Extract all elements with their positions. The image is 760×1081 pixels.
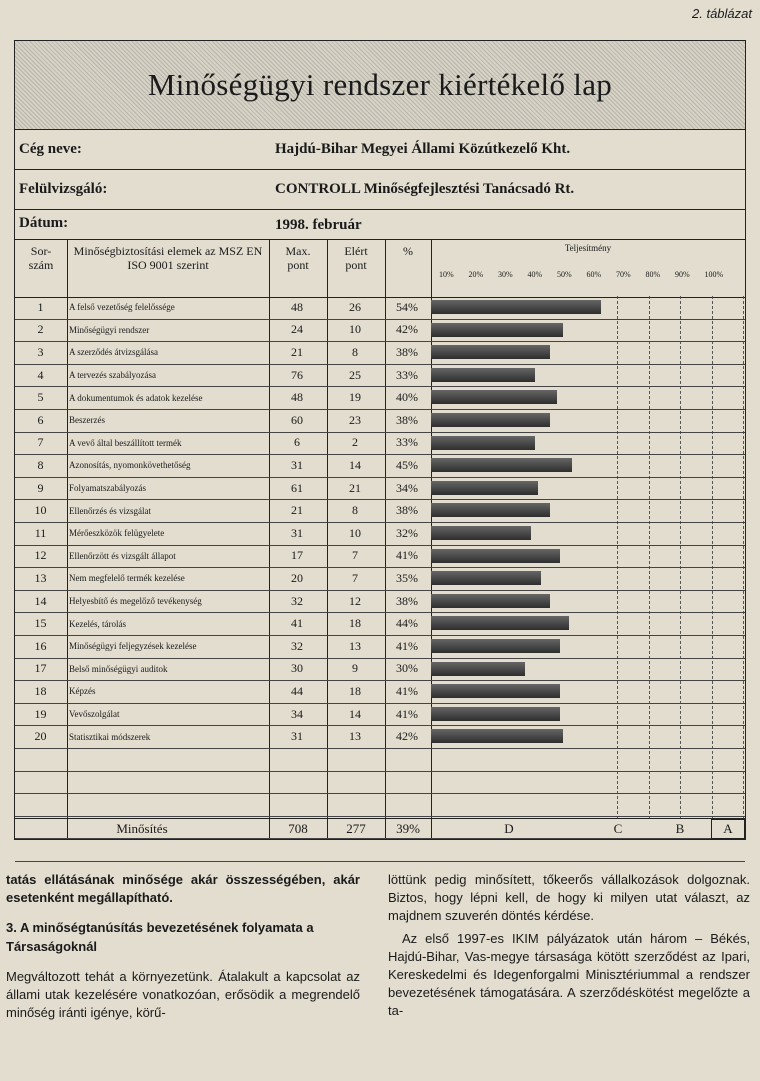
cell-no: 10 <box>34 503 47 518</box>
cell-no: 18 <box>34 683 47 698</box>
grade-c: C <box>613 821 623 836</box>
cell-max: 48 <box>291 390 303 405</box>
cell-no: 16 <box>34 638 47 653</box>
cell-no <box>15 771 66 794</box>
cell-name <box>67 748 269 771</box>
table-row <box>15 567 745 591</box>
cell-name: Nem megfelelő termék kezelése <box>69 573 185 584</box>
table-header <box>15 239 745 298</box>
performance-bar <box>431 571 541 585</box>
cell-max: 44 <box>291 683 303 698</box>
table-row <box>15 499 745 523</box>
scale-label: 10% <box>439 270 454 279</box>
cell-pct: 38% <box>396 593 418 608</box>
cell-pct: 41% <box>396 548 418 563</box>
table-row <box>15 432 745 456</box>
performance-bar <box>431 729 563 743</box>
scale-label: 60% <box>586 270 602 279</box>
cell-name <box>67 771 269 794</box>
cell-name: Mérőeszközök felügyelete <box>69 528 165 539</box>
cell-name <box>67 838 269 861</box>
scale-label: 50% <box>557 270 572 279</box>
header-got: Elért pont <box>344 244 368 272</box>
right-paragraph-1: löttünk pedig minősített, tőkeerős vállalkozások dolgoznak. Biztos, hogy lépni kell, de hogy ki milyen utat választ, az majdnem szuverén döntés kérdése. <box>388 872 750 924</box>
cell-pct <box>385 793 429 816</box>
cell-pct: 38% <box>396 503 418 518</box>
cell-no <box>15 838 66 861</box>
sheet-title: Minőségügyi rendszer kiértékelő lap <box>147 67 613 102</box>
scale-label: 40% <box>527 270 543 279</box>
cell-pct <box>385 748 429 771</box>
cell-max <box>269 748 325 771</box>
cell-no: 20 <box>34 729 47 744</box>
cell-name: Belső minőségügyi auditok <box>69 663 168 674</box>
cell-name <box>67 793 269 816</box>
cell-pct <box>385 838 429 861</box>
performance-bar <box>431 616 569 630</box>
cell-max: 61 <box>291 480 303 495</box>
cell-no: 5 <box>37 390 44 405</box>
cell-max: 41 <box>291 616 303 631</box>
cell-no: 13 <box>34 570 47 585</box>
cell-no: 11 <box>34 525 47 540</box>
cell-pct: 41% <box>396 683 418 698</box>
cell-max: 21 <box>291 503 303 518</box>
cell-got: 2 <box>352 435 358 450</box>
table-row <box>15 748 745 772</box>
table-row <box>15 658 745 682</box>
auditor-row <box>15 169 745 210</box>
cell-pct: 44% <box>396 616 418 631</box>
cell-got: 12 <box>349 593 361 608</box>
performance-bar <box>431 300 601 314</box>
cell-max: 30 <box>291 661 303 676</box>
rating-max: 708 <box>288 821 308 836</box>
cell-pct: 40% <box>396 390 418 405</box>
cell-max: 6 <box>294 435 300 450</box>
cell-pct: 38% <box>396 344 418 359</box>
cell-max: 34 <box>291 706 303 721</box>
cell-max: 24 <box>291 322 303 337</box>
cell-no: 7 <box>37 435 44 450</box>
cell-max: 32 <box>291 638 303 653</box>
date-row <box>15 209 745 239</box>
table-row <box>15 341 745 365</box>
cell-max: 17 <box>291 548 303 563</box>
performance-bar <box>431 707 560 721</box>
cell-max: 60 <box>291 412 303 427</box>
cell-name: A tervezés szabályozása <box>69 370 156 381</box>
performance-bar <box>431 662 525 676</box>
performance-scale <box>431 270 745 284</box>
scale-label: 100% <box>704 270 724 279</box>
cell-name: A vevő által beszállított termék <box>69 437 182 448</box>
performance-bar <box>431 368 535 382</box>
performance-bar <box>431 481 538 495</box>
cell-name: A szerződés átvizsgálása <box>69 347 158 358</box>
cell-got: 9 <box>352 661 358 676</box>
performance-bar <box>431 526 531 540</box>
cell-pct: 32% <box>396 525 418 540</box>
cell-got: 14 <box>349 457 361 472</box>
cell-name: Ellenőrzés és vizsgálat <box>69 505 151 516</box>
cell-max: 31 <box>291 525 303 540</box>
cell-no: 8 <box>37 457 44 472</box>
table-row <box>15 725 745 749</box>
performance-bar <box>431 684 560 698</box>
performance-bar <box>431 594 550 608</box>
cell-no: 17 <box>34 661 47 676</box>
left-paragraph-2: Megváltozott tehát a környezetünk. Átalakult a kapcsolat az állami utak kezelésére vonatkozóan, erősödik a megrendelő minőség iránti igénye, körű- <box>6 968 360 1021</box>
cell-pct: 33% <box>396 435 418 450</box>
cell-no: 3 <box>37 344 44 359</box>
performance-bar <box>431 345 550 359</box>
table-row <box>15 386 745 410</box>
cell-pct: 35% <box>396 570 418 585</box>
cell-pct <box>385 771 429 794</box>
left-paragraph-1: tatás ellátásának minősége akár összességében, akár esetenként megállapítható. <box>6 872 360 906</box>
cell-no: 6 <box>37 412 44 427</box>
company-row <box>15 129 745 170</box>
performance-bar <box>431 549 560 563</box>
cell-name: Képzés <box>69 686 96 697</box>
cell-pct: 45% <box>396 457 418 472</box>
table-row <box>15 319 745 343</box>
cell-no: 1 <box>37 299 44 314</box>
cell-name: A felső vezetőség felelőssége <box>69 302 175 313</box>
section-heading: 3. A minőségtanúsítás bevezetésének folyamata a Társaságoknál <box>6 920 314 954</box>
table-number: 2. táblázat <box>692 6 752 21</box>
cell-name: Vevőszolgálat <box>69 709 120 720</box>
cell-got <box>327 838 383 861</box>
cell-got: 10 <box>349 322 361 337</box>
performance-bar <box>431 413 550 427</box>
cell-pct: 41% <box>396 638 418 653</box>
left-column-text <box>6 871 360 1022</box>
performance-bar <box>431 436 535 450</box>
cell-no: 4 <box>37 367 44 382</box>
cell-pct: 38% <box>396 412 418 427</box>
cell-name: Beszerzés <box>69 415 105 426</box>
scale-label: 80% <box>645 270 661 279</box>
auditor-label: Felülvizsgáló: <box>19 181 108 197</box>
right-paragraph-2: Az első 1997-es IKIM pályázatok után három – Békés, Hajdú-Bihar, Vas-megye társasága kötött szerződést az Ipari, Kereskedelmi és Idegenforgalmi Minisztériummal a rendszer bevezetésének támogatására. A szerződéskötést megelőzte a ta- <box>388 930 750 1019</box>
cell-no <box>15 748 66 771</box>
cell-max: 31 <box>291 457 303 472</box>
right-column-text <box>388 871 750 1021</box>
performance-bar <box>431 458 572 472</box>
table-row <box>15 838 745 862</box>
date-value: 1998. február <box>275 217 362 233</box>
table-row <box>15 522 745 546</box>
cell-max: 21 <box>291 344 303 359</box>
header-pct: % <box>403 244 413 258</box>
cell-max <box>269 838 325 861</box>
cell-got: 14 <box>349 706 361 721</box>
cell-no <box>15 793 66 816</box>
cell-got: 18 <box>349 683 361 698</box>
scale-label: 20% <box>468 270 484 279</box>
cell-got: 7 <box>352 548 358 563</box>
cell-got <box>327 793 383 816</box>
cell-no: 2 <box>37 322 44 337</box>
rating-got: 277 <box>346 821 366 836</box>
cell-got: 26 <box>349 299 361 314</box>
cell-got: 13 <box>349 729 361 744</box>
cell-name: Azonosítás, nyomonkövethetőség <box>69 460 191 471</box>
performance-bar <box>431 503 550 517</box>
cell-pct: 34% <box>396 480 418 495</box>
cell-name: Minőségügyi rendszer <box>69 324 150 335</box>
grade-a: A <box>711 819 745 839</box>
table-row <box>15 545 745 569</box>
performance-bar <box>431 390 557 404</box>
cell-name: Kezelés, tárolás <box>69 618 126 629</box>
cell-pct: 42% <box>396 322 418 337</box>
cell-name: Statisztikai módszerek <box>69 731 151 742</box>
cell-got <box>327 748 383 771</box>
auditor-value: CONTROLL Minőségfejlesztési Tanácsadó Rt. <box>275 181 575 197</box>
company-value: Hajdú-Bihar Megyei Állami Közútkezelő Kht. <box>275 141 571 157</box>
cell-max: 76 <box>291 367 303 382</box>
cell-got <box>327 771 383 794</box>
scale-label: 30% <box>498 270 513 279</box>
performance-bar <box>431 639 560 653</box>
header-performance: Teljesítmény <box>564 243 612 253</box>
cell-no: 19 <box>34 706 47 721</box>
title-bar <box>15 41 745 130</box>
table-row <box>15 680 745 704</box>
table-row <box>15 612 745 636</box>
company-label: Cég neve: <box>19 141 82 157</box>
cell-pct: 33% <box>396 367 418 382</box>
cell-got: 13 <box>349 638 361 653</box>
table-row <box>15 364 745 388</box>
cell-got: 21 <box>349 480 361 495</box>
grade-d: D <box>504 821 514 836</box>
rating-label: Minősítés <box>116 821 168 836</box>
table-row <box>15 590 745 614</box>
cell-no: 14 <box>34 593 47 608</box>
cell-name: Folyamatszabályozás <box>69 483 146 494</box>
cell-no: 12 <box>34 548 47 563</box>
header-element: Minőségbiztosítási elemek az MSZ EN ISO 9001 szerint <box>73 244 263 272</box>
cell-max <box>269 771 325 794</box>
cell-got: 23 <box>349 412 361 427</box>
date-label: Dátum: <box>19 215 69 231</box>
table-row <box>15 296 745 320</box>
cell-max: 20 <box>291 570 303 585</box>
cell-got: 8 <box>352 503 358 518</box>
scale-label: 70% <box>616 270 631 279</box>
table-row <box>15 409 745 433</box>
cell-pct: 54% <box>396 299 418 314</box>
cell-name: Helyesbítő és megelőző tevékenység <box>69 596 202 607</box>
header-max: Max. pont <box>285 244 311 272</box>
cell-name: Ellenőrzött és vizsgált állapot <box>69 550 176 561</box>
table-row <box>15 793 745 817</box>
rating-footer <box>15 818 745 839</box>
scale-label: 90% <box>675 270 690 279</box>
table-row <box>15 635 745 659</box>
performance-bar <box>431 323 563 337</box>
cell-got: 18 <box>349 616 361 631</box>
table-row <box>15 771 745 795</box>
cell-no: 9 <box>37 480 44 495</box>
cell-max: 31 <box>291 729 303 744</box>
cell-pct: 30% <box>396 661 418 676</box>
cell-name: A dokumentumok és adatok kezelése <box>69 392 203 403</box>
cell-got: 19 <box>349 390 361 405</box>
cell-got: 8 <box>352 344 358 359</box>
cell-got: 7 <box>352 570 358 585</box>
cell-max: 48 <box>291 299 303 314</box>
table-row <box>15 454 745 478</box>
cell-max: 32 <box>291 593 303 608</box>
rating-pct: 39% <box>396 821 420 836</box>
table-row <box>15 703 745 727</box>
header-no: Sor- szám <box>28 244 54 272</box>
cell-max <box>269 793 325 816</box>
grade-b: B <box>675 821 685 836</box>
cell-pct: 42% <box>396 729 418 744</box>
cell-no: 15 <box>34 616 47 631</box>
table-row <box>15 477 745 501</box>
cell-pct: 41% <box>396 706 418 721</box>
cell-got: 10 <box>349 525 361 540</box>
cell-name: Minőségügyi feljegyzések kezelése <box>69 641 197 652</box>
evaluation-sheet <box>14 40 746 840</box>
cell-got: 25 <box>349 367 361 382</box>
